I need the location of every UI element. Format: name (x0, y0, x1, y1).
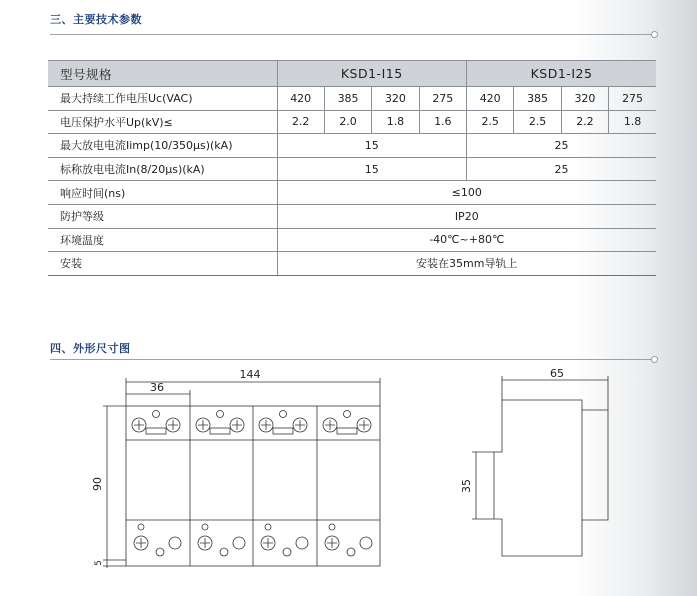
cell: 385 (324, 87, 371, 111)
row-label: 最大持续工作电压Uc(VAC) (48, 87, 277, 111)
cell: 2.5 (467, 110, 514, 134)
cell: 320 (561, 87, 608, 111)
row-label: 电压保护水平Up(kV)≤ (48, 110, 277, 134)
header-group-2: KSD1-I25 (467, 61, 657, 87)
cell: 275 (609, 87, 656, 111)
cell: 420 (277, 87, 324, 111)
cell: 2.5 (514, 110, 561, 134)
cell: 1.8 (372, 110, 419, 134)
cell: IP20 (277, 204, 656, 228)
header-label: 型号规格 (48, 61, 277, 87)
cell: 2.0 (324, 110, 371, 134)
row-label: 响应时间(ns) (48, 181, 277, 205)
cell: 15 (277, 157, 467, 181)
dim-35: 35 (460, 479, 473, 493)
header-group-1: KSD1-I15 (277, 61, 467, 87)
dim-5: 5 (94, 560, 104, 566)
cell: 1.8 (609, 110, 656, 134)
row-label: 安装 (48, 252, 277, 276)
cell: 320 (372, 87, 419, 111)
dim-144: 144 (239, 368, 261, 381)
cell: 385 (514, 87, 561, 111)
row-label: 环境温度 (48, 228, 277, 252)
dim-90: 90 (91, 477, 104, 491)
row-label: 最大放电电流Iimp(10/350μs)(kA) (48, 134, 277, 158)
cell: 2.2 (277, 110, 324, 134)
dim-36: 36 (150, 381, 164, 394)
cell: 1.6 (419, 110, 466, 134)
cell: ≤100 (277, 181, 656, 205)
row-label: 防护等级 (48, 204, 277, 228)
row-label: 标称放电电流In(8/20μs)(kA) (48, 157, 277, 181)
cell: 420 (467, 87, 514, 111)
cell: -40℃~+80℃ (277, 228, 656, 252)
cell: 安装在35mm导轨上 (277, 252, 656, 276)
cell: 15 (277, 134, 467, 158)
section-title-dimensions: 四、外形尺寸图 (50, 342, 131, 355)
cell: 25 (467, 134, 657, 158)
dim-65: 65 (550, 367, 564, 380)
cell: 2.2 (561, 110, 608, 134)
cell: 25 (467, 157, 657, 181)
cell: 275 (419, 87, 466, 111)
section-title-specs: 三、主要技术参数 (50, 13, 142, 26)
